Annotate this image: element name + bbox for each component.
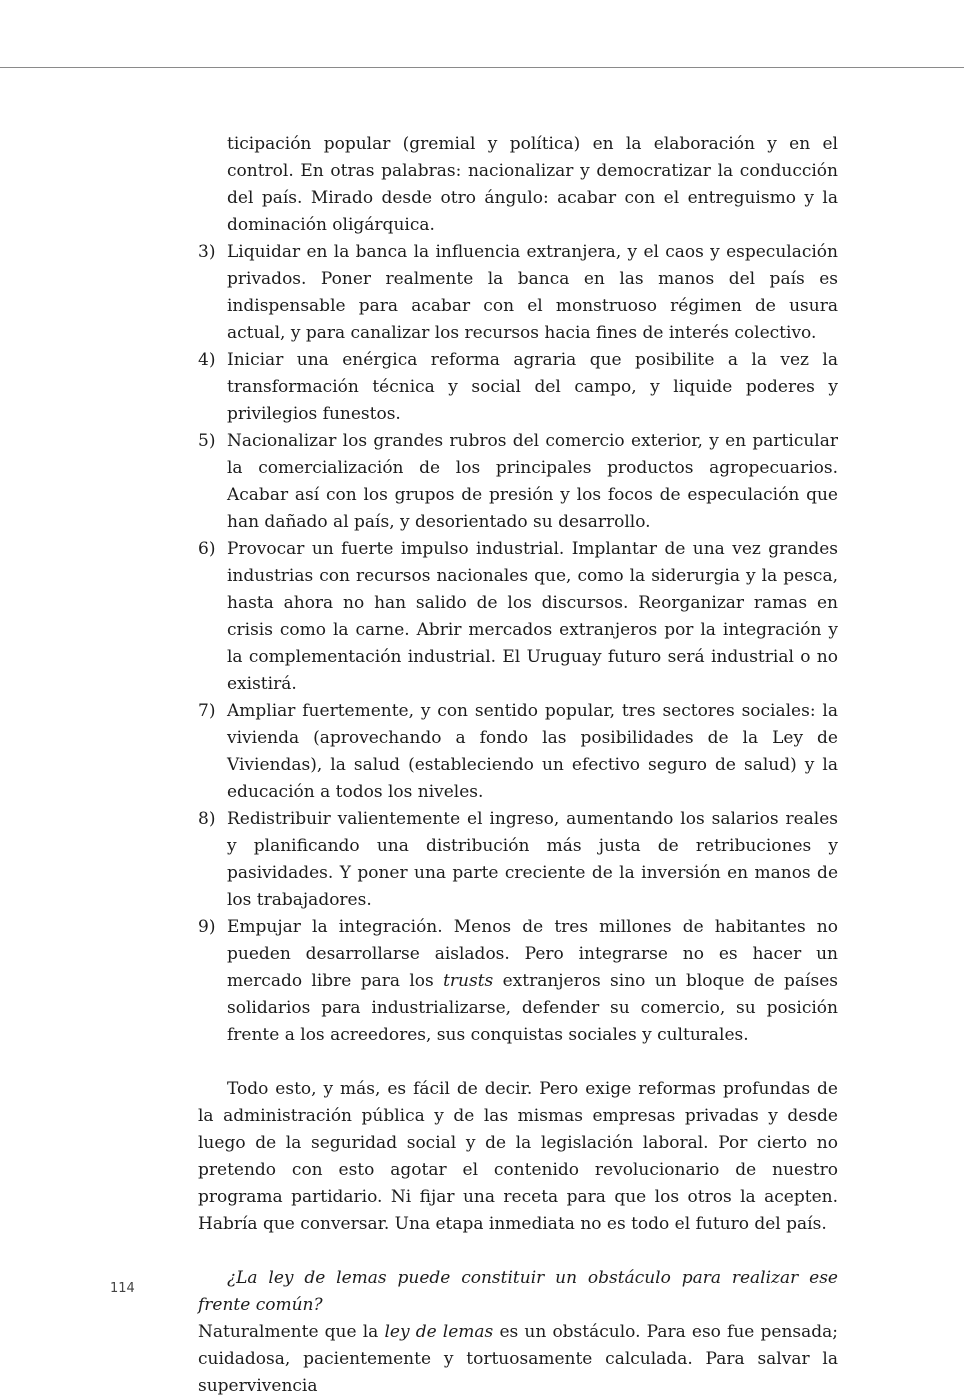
list-item-text: extranjeros sino un bloque de países solidarios para industrializarse, defender su comercio, su posición frente a los acreedores, sus conquistas sociales y culturales. [227, 971, 838, 1045]
interview-question: ¿La ley de lemas puede constituir un obstáculo para realizar ese frente común? [198, 1268, 838, 1315]
italic-term: ley de lemas [384, 1322, 494, 1342]
interview-answer [198, 1319, 838, 1400]
header-rule [0, 67, 964, 68]
list-item [198, 914, 838, 1049]
list-item-number: 6) [198, 539, 216, 559]
page-number: 114 [110, 1281, 135, 1296]
list-item-text: Provocar un fuerte impulso industrial. Implantar de una vez grandes industrias con recursos nacionales que, como la siderurgia y la pesca, hasta ahora no han salido de los discursos. Reorganizar ramas en crisis como la carne. Abrir mercados extranjeros por la integración y la complementación industrial. El Uruguay futuro será industrial o no existirá. [227, 539, 838, 694]
list-item-text: Iniciar una enérgica reforma agraria que posibilite a la vez la transformación técnica y social del campo, y liquide poderes y privilegios funestos. [227, 350, 838, 424]
italic-term: trusts [443, 971, 494, 991]
program-list [198, 239, 838, 1049]
list-item [198, 347, 838, 428]
list-item-number: 5) [198, 431, 216, 451]
list-item [198, 806, 838, 914]
body-paragraph: Todo esto, y más, es fácil de decir. Pero exige reformas profundas de la administración pública y de las mismas empresas privadas y desde luego de la seguridad social y de la legislación laboral. Por cierto no pretendo con esto agotar el contenido revolucionario de nuestro programa partidario. Ni fijar una receta para que los otros la acepten. Habría que conversar. Una etapa inmediata no es todo el futuro del país. [198, 1079, 838, 1234]
list-item-number: 8) [198, 809, 216, 829]
list-item-number: 4) [198, 350, 216, 370]
list-item-text: Nacionalizar los grandes rubros del comercio exterior, y en particular la comercialización de los principales productos agropecuarios. Acabar así con los grupos de presión y los focos de especulación que han dañado al país, y desorientado su desarrollo. [227, 431, 838, 532]
page-body [198, 131, 838, 1400]
list-item-text: Empujar la integración. Menos de tres millones de habitantes no pueden desarrollarse aislados. Pero integrarse no es hacer un mercado libre para los [227, 917, 838, 991]
list-item-text: Ampliar fuertemente, y con sentido popular, tres sectores sociales: la vivienda (aprovechando a fondo las posibilidades de la Ley de Viviendas), la salud (estableciendo un efectivo seguro de salud) y la educación a todos los niveles. [227, 701, 838, 802]
answer-text: Naturalmente que la [198, 1322, 385, 1342]
list-item-number: 9) [198, 917, 216, 937]
list-item-text: Liquidar en la banca la influencia extranjera, y el caos y especulación privados. Poner realmente la banca en las manos del país es indispensable para acabar con el monstruoso régimen de usura actual, y para canalizar los recursos hacia fines de interés colectivo. [227, 242, 838, 343]
list-item-text: Redistribuir valientemente el ingreso, aumentando los salarios reales y planificando una distribución más justa de retribuciones y pasividades. Y poner una parte creciente de la inversión en manos de los trabajadores. [227, 809, 838, 910]
list-item-number: 3) [198, 242, 216, 262]
continuation-text: ticipación popular (gremial y política) en la elaboración y en el control. En otras palabras: nacionalizar y democratizar la conducción del país. Mirado desde otro ángulo: acabar con el entreguismo y la dominación oligárquica. [227, 134, 838, 235]
list-item [198, 239, 838, 347]
answer-text: es un obstáculo. Para eso fue pensada; cuidadosa, pacientemente y tortuosamente calculada. Para salvar la supervivencia [198, 1322, 839, 1396]
list-item [198, 698, 838, 806]
list-item [198, 428, 838, 536]
list-item [198, 536, 838, 698]
list-item-number: 7) [198, 701, 216, 721]
